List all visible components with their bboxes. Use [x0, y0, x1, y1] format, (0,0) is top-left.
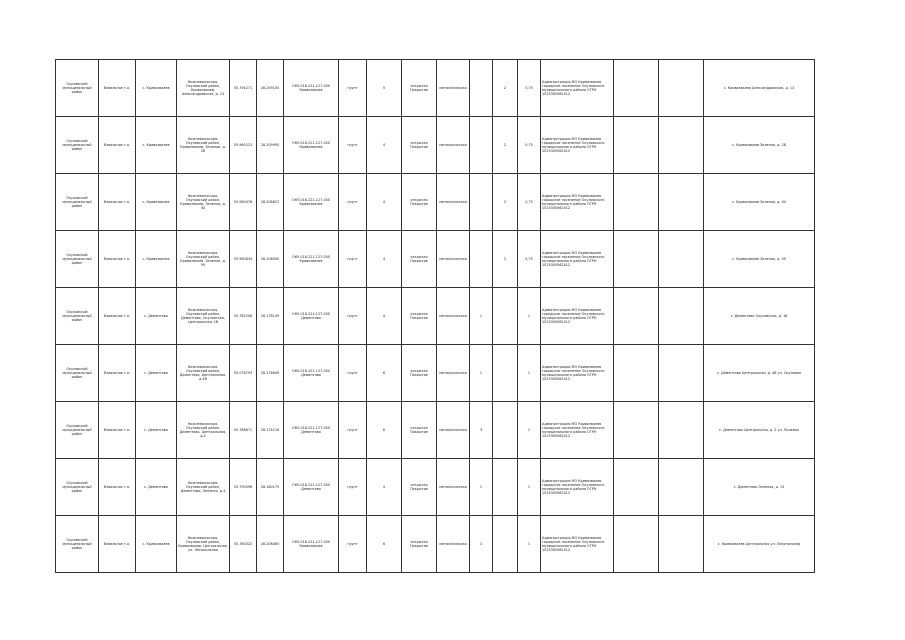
table-cell-c5: 55.790596: [230, 459, 257, 516]
table-cell-c3: с. Кривозвалев: [136, 516, 177, 573]
table-row: [56, 288, 815, 345]
table-cell-c7: ОКУ-016-221-127-000 Кривозвалев: [284, 117, 339, 174]
table-cell-c17: [659, 174, 704, 231]
table-cell-c16: [614, 459, 659, 516]
table-cell-c4: Нижневолжская, Окуловский район, Кривозвалев, Зеленая, д. 28: [177, 117, 230, 174]
table-cell-c9: 4: [367, 231, 402, 288]
table-row: [56, 459, 815, 516]
table-cell-c12: 1: [470, 288, 493, 345]
table-cell-c16: [614, 402, 659, 459]
table-cell-c10: открытая Покрытие: [402, 60, 437, 117]
table-cell-c1: Окуловский муниципальный район: [56, 402, 99, 459]
table-cell-c18: с. Кривозвалев Центральная ул. Лесопильная: [704, 516, 815, 573]
table-cell-c4: Нижневолжская, Окуловский район, Дементово, Окуловская, Центральная, 1б: [177, 288, 230, 345]
table-cell-c3: с. Кривозвалев: [136, 60, 177, 117]
table-cell-c8: грунт: [339, 345, 367, 402]
table-cell-c4: Нижневолжская, Окуловский район, Дементово, Зеленая, д.4: [177, 459, 230, 516]
table-cell-c15: Администрация МО Кривозвалев городское поселение Окуловского муниципального района ОГРН 1025300562412: [541, 60, 614, 117]
table-cell-c6: 28.178149: [257, 288, 284, 345]
table-cell-c12: 1: [470, 459, 493, 516]
table-row: [56, 60, 815, 117]
table-cell-c11: металлическая: [437, 288, 470, 345]
table-cell-c2: Взвальное т.о.: [99, 174, 136, 231]
table-cell-c9: 6: [367, 402, 402, 459]
table-cell-c3: с. Дементово: [136, 288, 177, 345]
table-cell-c7: ОКУ-016-221-127-000 Кривозвалев: [284, 516, 339, 573]
table-cell-c7: ОКУ-016-221-127-000 Кривозвалев: [284, 60, 339, 117]
table-cell-c14: 1: [518, 402, 541, 459]
table-cell-c15: Администрация МО Кривозвалев городское поселение Окуловского муниципального района ОГРН 1025300562412: [541, 117, 614, 174]
table-cell-c9: 5: [367, 60, 402, 117]
table-cell-c6: 28.206000: [257, 231, 284, 288]
registry-table: [55, 59, 815, 573]
table-cell-c8: грунт: [339, 402, 367, 459]
table-cell-c8: грунт: [339, 231, 367, 288]
table-cell-c8: грунт: [339, 117, 367, 174]
table-cell-c4: Нижневолжская, Окуловский район, Кривозвалев, Зеленая, д. 44: [177, 174, 230, 231]
table-cell-c15: Администрация МО Кривозвалев городское поселение Окуловского муниципального района ОГРН 1025300562412: [541, 402, 614, 459]
table-cell-c12: [470, 117, 493, 174]
table-cell-c1: Окуловский муниципальный район: [56, 60, 99, 117]
table-cell-c6: 28.178649: [257, 345, 284, 402]
table-cell-c10: открытая Покрытие: [402, 345, 437, 402]
table-cell-c5: 55.794271: [230, 60, 257, 117]
table-cell-c5: 55.782206: [230, 288, 257, 345]
table-cell-c17: [659, 117, 704, 174]
table-cell-c2: Взвальное т.о.: [99, 516, 136, 573]
table-cell-c13: 2: [493, 231, 518, 288]
table-cell-c13: [493, 516, 518, 573]
table-cell-c6: 28.259100: [257, 60, 284, 117]
table-cell-c11: металлическая: [437, 174, 470, 231]
table-cell-c7: ОКУ-016-221-127-000 Дементово: [284, 459, 339, 516]
table-cell-c17: [659, 459, 704, 516]
table-cell-c1: Окуловский муниципальный район: [56, 516, 99, 573]
table-cell-c16: [614, 117, 659, 174]
table-cell-c18: с. Дементово Окуловская, д. 1б: [704, 288, 815, 345]
table-cell-c3: с. Дементово: [136, 402, 177, 459]
table-cell-c12: [470, 60, 493, 117]
table-cell-c10: открытая Покрытие: [402, 516, 437, 573]
table-cell-c7: ОКУ-016-221-127-000 Дементово: [284, 345, 339, 402]
table-cell-c15: Администрация МО Кривозвалев городское поселение Окуловского муниципального района ОГРН 1025300562412: [541, 459, 614, 516]
table-cell-c16: [614, 231, 659, 288]
table-cell-c16: [614, 174, 659, 231]
table-row: [56, 231, 815, 288]
table-cell-c17: [659, 402, 704, 459]
table-cell-c5: 55.960478: [230, 174, 257, 231]
table-cell-c17: [659, 60, 704, 117]
table-cell-c1: Окуловский муниципальный район: [56, 231, 99, 288]
table-cell-c12: 1: [470, 345, 493, 402]
table-cell-c6: 28.208465: [257, 516, 284, 573]
table-cell-c10: открытая Покрытие: [402, 288, 437, 345]
table-cell-c18: с. Кривозвалев Александровская, д. 13: [704, 60, 815, 117]
table-cell-c15: Администрация МО Кривозвалев городское поселение Окуловского муниципального района ОГРН 1025300562412: [541, 288, 614, 345]
table-cell-c14: 1: [518, 288, 541, 345]
table-cell-c11: металлическая: [437, 231, 470, 288]
table-cell-c11: металлическая: [437, 60, 470, 117]
table-cell-c10: открытая Покрытие: [402, 174, 437, 231]
table-cell-c5: 55.960213: [230, 117, 257, 174]
table-cell-c18: с. Дементово Центральная, д. 2 ул. Полевая: [704, 402, 815, 459]
table-cell-c11: металлическая: [437, 345, 470, 402]
table-cell-c3: с. Кривозвалев: [136, 231, 177, 288]
table-cell-c13: [493, 345, 518, 402]
table-cell-c3: с. Дементово: [136, 459, 177, 516]
table-cell-c5: 55.780322: [230, 516, 257, 573]
table-cell-c14: 0,75: [518, 174, 541, 231]
table-cell-c12: 3: [470, 402, 493, 459]
table-cell-c2: Взвальное т.о.: [99, 288, 136, 345]
table-cell-c1: Окуловский муниципальный район: [56, 345, 99, 402]
table-cell-c1: Окуловский муниципальный район: [56, 117, 99, 174]
table-row: [56, 345, 815, 402]
table-cell-c5: 55.960834: [230, 231, 257, 288]
table-cell-c6: 28.174116: [257, 402, 284, 459]
table-cell-c15: Администрация МО Кривозвалев городское поселение Окуловского муниципального района ОГРН 1025300562412: [541, 231, 614, 288]
table-cell-c6: 28.180175: [257, 459, 284, 516]
table-cell-c15: Администрация МО Кривозвалев городское поселение Окуловского муниципального района ОГРН 1025300562412: [541, 174, 614, 231]
table-cell-c13: [493, 402, 518, 459]
table-row: [56, 402, 815, 459]
table-cell-c4: Нижневолжская, Окуловский район, Кривозвалев, Александровская, д. 13: [177, 60, 230, 117]
table-cell-c14: 0,75: [518, 117, 541, 174]
table-cell-c10: открытая Покрытие: [402, 402, 437, 459]
table-cell-c13: 2: [493, 174, 518, 231]
table-cell-c12: 3: [470, 516, 493, 573]
table-cell-c12: [470, 231, 493, 288]
table-cell-c6: 28.208627: [257, 174, 284, 231]
table-cell-c14: 0,75: [518, 60, 541, 117]
table-cell-c8: грунт: [339, 288, 367, 345]
table-cell-c16: [614, 288, 659, 345]
table-cell-c4: Нижневолжская, Окуловский район, Кривозвалев, Центральная, ул. Лесопильная: [177, 516, 230, 573]
table-cell-c4: Нижневолжская, Окуловский район, Дементово, Центральная, д.2: [177, 402, 230, 459]
table-cell-c9: 4: [367, 459, 402, 516]
table-cell-c18: с. Кривозвалев Зеленая, д. 59: [704, 231, 815, 288]
table-cell-c5: 55.788671: [230, 402, 257, 459]
table-cell-c17: [659, 231, 704, 288]
table-cell-c11: металлическая: [437, 459, 470, 516]
table-cell-c1: Окуловский муниципальный район: [56, 459, 99, 516]
table-cell-c17: [659, 516, 704, 573]
table-cell-c7: ОКУ-016-221-127-000 Дементово: [284, 288, 339, 345]
table-cell-c2: Взвальное т.о.: [99, 117, 136, 174]
table-cell-c17: [659, 288, 704, 345]
table-cell-c10: открытая Покрытие: [402, 117, 437, 174]
table-cell-c10: открытая Покрытие: [402, 231, 437, 288]
table-cell-c18: с. Кривозвалев Зеленая, д. 44: [704, 174, 815, 231]
table-cell-c9: 6: [367, 345, 402, 402]
table-cell-c16: [614, 345, 659, 402]
table-cell-c9: 4: [367, 288, 402, 345]
table-cell-c15: Администрация МО Кривозвалев городское поселение Окуловского муниципального района ОГРН 1025300562412: [541, 345, 614, 402]
table-cell-c13: [493, 288, 518, 345]
table-cell-c3: с. Дементово: [136, 345, 177, 402]
table-cell-c10: открытая Покрытие: [402, 459, 437, 516]
table-cell-c8: грунт: [339, 459, 367, 516]
table-cell-c14: 1: [518, 516, 541, 573]
table-cell-c11: металлическая: [437, 516, 470, 573]
table-cell-c3: с. Кривозвалев: [136, 117, 177, 174]
table-cell-c7: ОКУ-016-221-127-000 Кривозвалев: [284, 231, 339, 288]
table-cell-c12: [470, 174, 493, 231]
table-cell-c4: Нижневолжская, Окуловский район, Кривозвалев, Зеленая, д. 59: [177, 231, 230, 288]
table-cell-c2: Взвальное т.о.: [99, 60, 136, 117]
table-cell-c1: Окуловский муниципальный район: [56, 174, 99, 231]
table-cell-c9: 4: [367, 174, 402, 231]
table-cell-c4: Нижневолжская, Окуловский район, Дементово, Центральная, д.48: [177, 345, 230, 402]
table-cell-c9: 4: [367, 117, 402, 174]
table-cell-c13: 2: [493, 117, 518, 174]
table-cell-c16: [614, 516, 659, 573]
table-cell-c14: 0,75: [518, 231, 541, 288]
table-cell-c17: [659, 345, 704, 402]
table-cell-c16: [614, 60, 659, 117]
table-cell-c14: 1: [518, 345, 541, 402]
table-row: [56, 516, 815, 573]
table-cell-c11: металлическая: [437, 402, 470, 459]
table-cell-c18: с. Дементово Зеленая, д. 13: [704, 459, 815, 516]
table-cell-c3: с. Кривозвалев: [136, 174, 177, 231]
table-cell-c2: Взвальное т.о.: [99, 402, 136, 459]
table-cell-c7: ОКУ-016-221-127-000 Дементово: [284, 402, 339, 459]
table-cell-c2: Взвальное т.о.: [99, 345, 136, 402]
table-cell-c18: с. Кривозвалев Зеленая, д. 28: [704, 117, 815, 174]
table-cell-c18: с. Дементово Центральная, д. 48 ул. Окуловая: [704, 345, 815, 402]
table-cell-c5: 55.078793: [230, 345, 257, 402]
table-cell-c9: 6: [367, 516, 402, 573]
table-cell-c7: ОКУ-016-221-127-000 Кривозвалев: [284, 174, 339, 231]
table-cell-c13: [493, 459, 518, 516]
table-cell-c13: 2: [493, 60, 518, 117]
table-cell-c8: грунт: [339, 60, 367, 117]
table-row: [56, 117, 815, 174]
table-cell-c1: Окуловский муниципальный район: [56, 288, 99, 345]
table-cell-c2: Взвальное т.о.: [99, 459, 136, 516]
table-cell-c14: 1: [518, 459, 541, 516]
table-cell-c2: Взвальное т.о.: [99, 231, 136, 288]
table-cell-c15: Администрация МО Кривозвалев городское поселение Окуловского муниципального района ОГРН 1025300562412: [541, 516, 614, 573]
table-cell-c8: грунт: [339, 174, 367, 231]
table-cell-c11: металлическая: [437, 117, 470, 174]
table-row: [56, 174, 815, 231]
table-cell-c6: 28.209995: [257, 117, 284, 174]
table-cell-c8: грунт: [339, 516, 367, 573]
